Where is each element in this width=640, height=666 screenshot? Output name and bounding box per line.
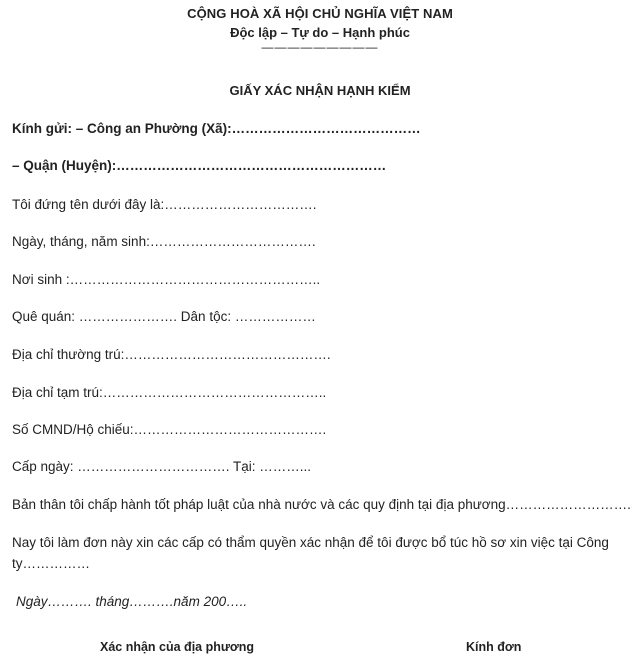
field-dob: Ngày, tháng, năm sinh:………………………………. (12, 234, 316, 249)
heading-rule: ————————— (261, 40, 379, 54)
field-name: Tôi đứng tên dưới đây là:……………………………. (12, 197, 317, 212)
request-line-2: ty…………… (12, 556, 91, 571)
applicant-signature-label: Kính đơn (466, 640, 522, 654)
field-issue-date-place: Cấp ngày: ……………………………. Tại: ………... (12, 459, 312, 474)
field-temporary-address: Địa chỉ tạm trú:………………………………………….. (12, 385, 327, 400)
document-title: GIẤY XÁC NHẬN HẠNH KIỂM (229, 83, 411, 98)
recipient-district: – Quận (Huyện):…………………………………………………… (12, 158, 387, 173)
field-id-number: Số CMND/Hộ chiếu:……………………………………. (12, 422, 327, 437)
field-birthplace: Nơi sinh :……………………………………………….. (12, 272, 321, 287)
country-heading: CỘNG HOÀ XÃ HỘI CHỦ NGHĨA VIỆT NAM (187, 6, 453, 21)
motto-heading: Độc lập – Tự do – Hạnh phúc (230, 25, 410, 40)
local-confirmation-label: Xác nhận của địa phương (100, 640, 255, 654)
request-line-1: Nay tôi làm đơn này xin các cấp có thẩm quyền xác nhận để tôi được bổ túc hồ sơ xin việc tại Công (12, 535, 609, 550)
recipient-ward: Kính gửi: – Công an Phường (Xã):…………………………………… (12, 121, 421, 136)
conduct-statement: Bản thân tôi chấp hành tốt pháp luật của nhà nước và các quy định tại địa phương………………………. (12, 497, 631, 512)
field-origin-ethnicity: Quê quán: …………………. Dân tộc: ……………… (12, 309, 316, 324)
field-permanent-address: Địa chỉ thường trú:………………………………………. (12, 347, 331, 362)
date-line: Ngày………. tháng……….năm 200….. (16, 594, 248, 609)
